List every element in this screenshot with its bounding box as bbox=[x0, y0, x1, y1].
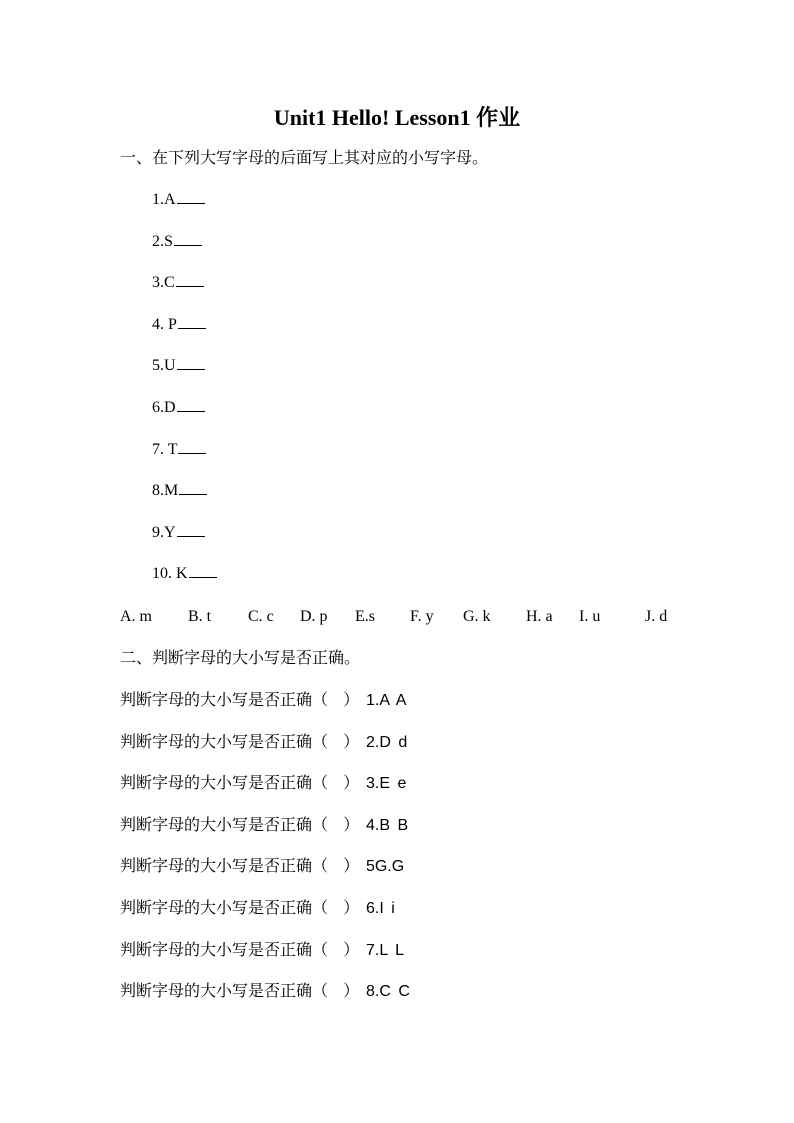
option-item: D. p bbox=[300, 608, 328, 625]
option-item: J. d bbox=[645, 608, 668, 625]
option-item: B. t bbox=[188, 608, 212, 625]
answer-blank[interactable] bbox=[174, 231, 202, 246]
judge-row: 判断字母的大小写是否正确（ ） 3.E e bbox=[120, 771, 410, 813]
letter-pair: 2.D d bbox=[366, 733, 408, 751]
list-item: 6.D bbox=[152, 396, 217, 438]
list-item: 3.C bbox=[152, 271, 217, 313]
answer-paren[interactable]: （ ） bbox=[312, 981, 360, 1001]
judge-row: 判断字母的大小写是否正确（ ） 4.B B bbox=[120, 813, 410, 855]
list-item: 7. T bbox=[152, 438, 217, 480]
option-item: I. u bbox=[579, 608, 601, 625]
section-2-heading: 二、判断字母的大小写是否正确。 bbox=[120, 648, 361, 667]
answer-blank[interactable] bbox=[178, 439, 206, 454]
list-item: 9.Y bbox=[152, 521, 217, 563]
answer-paren[interactable]: （ ） bbox=[312, 690, 360, 709]
answer-paren[interactable]: （ ） bbox=[312, 856, 360, 876]
judge-row: 判断字母的大小写是否正确（ ） 8.C C bbox=[120, 979, 410, 1021]
answer-blank[interactable] bbox=[177, 522, 205, 537]
answer-blank[interactable] bbox=[178, 314, 206, 329]
answer-paren[interactable]: （ ） bbox=[312, 814, 360, 834]
letter-pair: 3.E e bbox=[366, 775, 407, 793]
letter-pair: 6.I i bbox=[366, 899, 395, 917]
section-1-heading: 一、在下列大写字母的后面写上其对应的小写字母。 bbox=[120, 148, 489, 167]
option-item: C. c bbox=[248, 608, 274, 625]
list-item: 5.U bbox=[152, 354, 217, 396]
judge-row: 判断字母的大小写是否正确（ ） 5G.G bbox=[120, 854, 410, 896]
answer-blank[interactable] bbox=[176, 272, 204, 287]
letter-pair: 4.B B bbox=[366, 816, 409, 834]
letter-pair: 5G.G bbox=[366, 858, 405, 876]
section-1-items bbox=[152, 188, 217, 604]
option-item: E.s bbox=[355, 608, 375, 625]
option-item: G. k bbox=[463, 608, 491, 625]
answer-blank[interactable] bbox=[177, 397, 205, 412]
answer-blank[interactable] bbox=[177, 355, 205, 370]
judge-row: 判断字母的大小写是否正确（ ） 7.L L bbox=[120, 938, 410, 980]
answer-blank[interactable] bbox=[177, 189, 205, 204]
letter-pair: 8.C C bbox=[366, 983, 410, 1001]
judge-row: 判断字母的大小写是否正确（ ） 2.D d bbox=[120, 730, 410, 772]
answer-blank[interactable] bbox=[189, 563, 217, 578]
judge-row: 判断字母的大小写是否正确（ ） 6.I i bbox=[120, 896, 410, 938]
answer-paren[interactable]: （ ） bbox=[312, 939, 360, 959]
option-item: H. a bbox=[526, 608, 553, 625]
letter-pair: 7.L L bbox=[366, 941, 405, 959]
option-item: F. y bbox=[410, 608, 434, 625]
answer-paren[interactable]: （ ） bbox=[312, 773, 360, 793]
list-item: 10. K bbox=[152, 562, 217, 604]
section-2-items bbox=[120, 688, 410, 1021]
letter-pair: 1.A A bbox=[366, 692, 407, 709]
answer-options bbox=[120, 605, 685, 629]
answer-blank[interactable] bbox=[179, 480, 207, 495]
judge-row: 判断字母的大小写是否正确（ ） 1.A A bbox=[120, 688, 410, 730]
answer-paren[interactable]: （ ） bbox=[312, 897, 360, 917]
list-item: 2.S bbox=[152, 230, 217, 272]
answer-paren[interactable]: （ ） bbox=[312, 731, 360, 751]
page-title: Unit1 Hello! Lesson1 作业 bbox=[273, 105, 521, 130]
list-item: 1.A bbox=[152, 188, 217, 230]
option-item: A. m bbox=[120, 608, 152, 625]
list-item: 4. P bbox=[152, 313, 217, 355]
list-item: 8.M bbox=[152, 479, 217, 521]
